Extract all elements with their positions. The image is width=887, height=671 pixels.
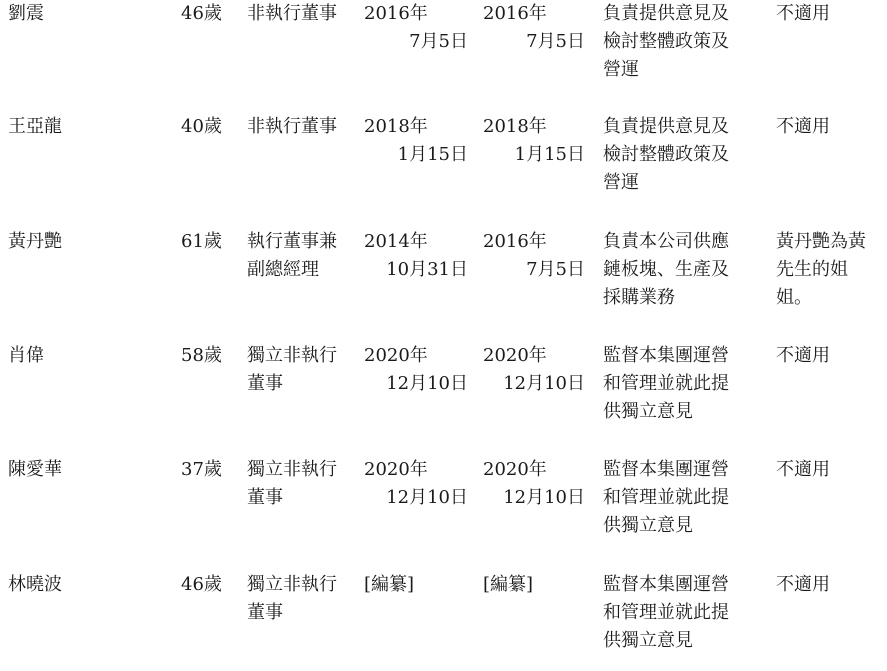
responsibility-line: 和管理並就此提	[603, 602, 729, 623]
responsibility-line: 檢討整體政策及	[603, 31, 729, 52]
director-responsibilities	[603, 228, 759, 312]
relationship-line: 不適用	[776, 345, 830, 366]
position-line: 非執行董事	[247, 3, 337, 24]
table-row	[0, 113, 887, 213]
director-since-date	[483, 456, 591, 512]
director-position	[247, 0, 357, 28]
director-since-year: 2016年	[483, 3, 547, 24]
director-since-month-day: 12月10日	[503, 373, 585, 394]
director-age: 40歲	[181, 116, 222, 137]
director-age: 37歲	[181, 459, 222, 480]
relationship-line: 不適用	[776, 459, 830, 480]
responsibility-line: 和管理並就此提	[603, 373, 729, 394]
director-name: 陳愛華	[8, 459, 62, 480]
director-age: 58歲	[181, 345, 222, 366]
director-position	[247, 456, 357, 512]
position-line: 獨立非執行	[247, 345, 337, 366]
table-row	[0, 342, 887, 442]
appointment-date	[364, 571, 474, 599]
appointment-year: 2020年	[364, 345, 428, 366]
director-since-month-day: 7月5日	[526, 259, 585, 280]
director-responsibilities	[603, 342, 759, 426]
appointment-date	[364, 113, 474, 169]
director-since-month-day: 12月10日	[503, 487, 585, 508]
position-line: 獨立非執行	[247, 574, 337, 595]
director-name: 肖偉	[8, 345, 44, 366]
director-age: 46歲	[181, 3, 222, 24]
director-since-date	[483, 571, 591, 599]
position-line: 執行董事兼	[247, 231, 337, 252]
relationship-line: 不適用	[776, 3, 830, 24]
appointment-month-day: 12月10日	[386, 487, 468, 508]
director-name: 王亞龍	[8, 116, 62, 137]
appointment-month-day: 12月10日	[386, 373, 468, 394]
director-name: 林曉波	[8, 574, 62, 595]
director-age: 61歲	[181, 231, 222, 252]
director-responsibilities	[603, 456, 759, 540]
responsibility-line: 營運	[603, 59, 639, 80]
director-relationship	[776, 228, 884, 312]
responsibility-line: 供獨立意見	[603, 401, 693, 422]
director-responsibilities	[603, 0, 759, 84]
director-relationship	[776, 571, 884, 599]
director-age: 46歲	[181, 574, 222, 595]
relationship-line: 不適用	[776, 574, 830, 595]
appointment-date	[364, 342, 474, 398]
director-since-month-day: 7月5日	[526, 31, 585, 52]
director-relationship	[776, 342, 884, 370]
director-name: 劉震	[8, 3, 44, 24]
relationship-line: 先生的姐	[776, 259, 848, 280]
position-line: 董事	[247, 373, 283, 394]
responsibility-line: 和管理並就此提	[603, 487, 729, 508]
appointment-date	[364, 456, 474, 512]
director-since-date	[483, 113, 591, 169]
director-since-year: [編纂]	[483, 574, 534, 595]
responsibility-line: 供獨立意見	[603, 515, 693, 536]
responsibility-line: 負責本公司供應	[603, 231, 729, 252]
position-line: 董事	[247, 487, 283, 508]
position-line: 董事	[247, 602, 283, 623]
director-position	[247, 571, 357, 627]
appointment-date	[364, 0, 474, 56]
director-since-year: 2020年	[483, 345, 547, 366]
director-since-month-day: 1月15日	[514, 144, 585, 165]
director-name: 黃丹艷	[8, 231, 62, 252]
responsibility-line: 檢討整體政策及	[603, 144, 729, 165]
table-row	[0, 0, 887, 100]
appointment-month-day: 7月5日	[409, 31, 468, 52]
appointment-month-day: 10月31日	[386, 259, 468, 280]
director-since-year: 2020年	[483, 459, 547, 480]
responsibility-line: 鏈板塊、生產及	[603, 259, 729, 280]
appointment-date	[364, 228, 474, 284]
appointment-year: 2016年	[364, 3, 428, 24]
responsibility-line: 監督本集團運營	[603, 459, 729, 480]
director-since-date	[483, 342, 591, 398]
director-relationship	[776, 456, 884, 484]
director-relationship	[776, 113, 884, 141]
table-row	[0, 571, 887, 671]
table-row	[0, 228, 887, 328]
director-responsibilities	[603, 113, 759, 197]
responsibility-line: 監督本集團運營	[603, 345, 729, 366]
table-row	[0, 456, 887, 556]
appointment-year: 2014年	[364, 231, 428, 252]
appointment-year: 2018年	[364, 116, 428, 137]
appointment-year: [編纂]	[364, 574, 415, 595]
director-position	[247, 113, 357, 141]
director-since-date	[483, 0, 591, 56]
responsibility-line: 負責提供意見及	[603, 3, 729, 24]
position-line: 副總經理	[247, 259, 319, 280]
director-since-year: 2018年	[483, 116, 547, 137]
responsibility-line: 監督本集團運營	[603, 574, 729, 595]
director-relationship	[776, 0, 884, 28]
director-position	[247, 342, 357, 398]
relationship-line: 黃丹艷為黃	[776, 231, 866, 252]
director-responsibilities	[603, 571, 759, 655]
position-line: 非執行董事	[247, 116, 337, 137]
responsibility-line: 營運	[603, 172, 639, 193]
responsibility-line: 採購業務	[603, 287, 675, 308]
position-line: 獨立非執行	[247, 459, 337, 480]
director-since-date	[483, 228, 591, 284]
responsibility-line: 供獨立意見	[603, 630, 693, 651]
director-since-year: 2016年	[483, 231, 547, 252]
appointment-year: 2020年	[364, 459, 428, 480]
relationship-line: 姐。	[776, 287, 812, 308]
relationship-line: 不適用	[776, 116, 830, 137]
appointment-month-day: 1月15日	[397, 144, 468, 165]
responsibility-line: 負責提供意見及	[603, 116, 729, 137]
director-position	[247, 228, 357, 284]
